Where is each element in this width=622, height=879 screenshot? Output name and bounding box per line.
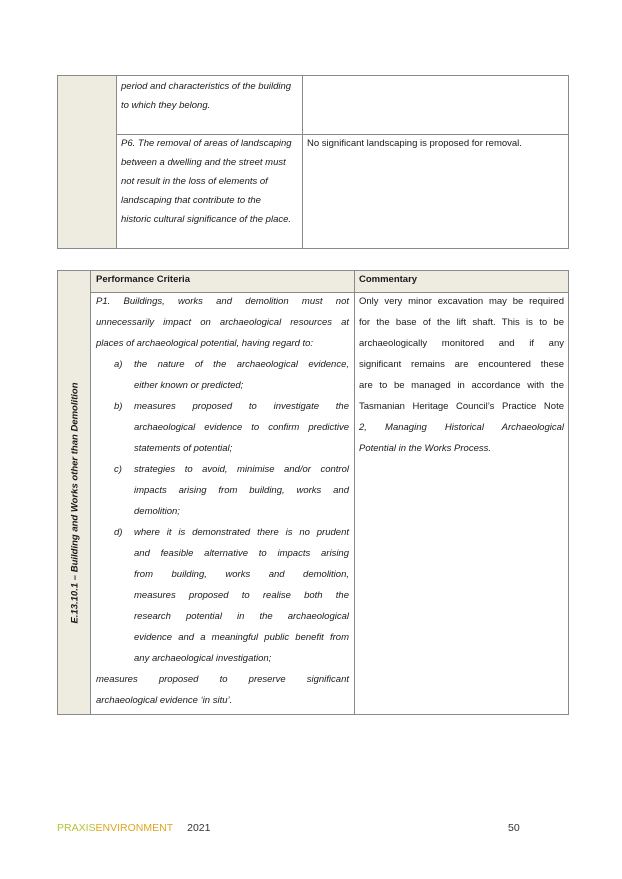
criteria-line: P6. The removal of areas of landscaping — [121, 138, 292, 149]
criteria-line: either known or predicted; — [134, 380, 244, 391]
page-number: 50 — [508, 822, 520, 834]
commentary-cell — [359, 291, 564, 459]
commentary-line: Tasmanian Heritage Council’s Practice Note — [359, 401, 564, 412]
criteria-line: unnecessarily impact on archaeological resources at — [96, 317, 349, 328]
list-item-c — [96, 459, 349, 522]
commentary-cell-p6 — [307, 134, 565, 153]
commentary-line: are to be managed in accordance with the — [359, 380, 564, 391]
header-performance-criteria: Performance Criteria — [96, 274, 190, 285]
commentary-line: archaeologically monitored and if any — [359, 338, 564, 349]
criteria-line: P1. Buildings, works and demolition must not — [96, 296, 349, 307]
criteria-line: the nature of the archaeological evidence, — [134, 359, 349, 370]
commentary-line: Potential in the Works Process. — [359, 443, 491, 454]
list-item-b — [96, 396, 349, 459]
brand-name-part1: PRAXIS — [57, 822, 96, 834]
criteria-line: not result in the loss of elements of — [121, 176, 268, 187]
criteria-line: strategies to avoid, minimise and/or control — [134, 464, 349, 475]
list-item-label: c) — [114, 464, 122, 475]
list-item-d — [96, 522, 349, 669]
heritage-table-continued — [57, 75, 569, 249]
list-item-label: b) — [114, 401, 123, 412]
criteria-line: and feasible alternative to impacts arising — [134, 548, 349, 559]
criteria-line: measures proposed to preserve significant — [96, 674, 349, 685]
commentary-line: 2, Managing Historical Archaeological — [359, 422, 564, 433]
criteria-line: between a dwelling and the street must — [121, 157, 286, 168]
list-item-label: a) — [114, 359, 123, 370]
performance-criteria-cell — [96, 291, 349, 711]
criteria-line: archaeological evidence to confirm predictive — [134, 422, 349, 433]
column-divider — [354, 271, 355, 714]
list-item-label: d) — [114, 527, 123, 538]
criteria-line: measures proposed to realise both the — [134, 590, 349, 601]
heritage-table — [57, 270, 569, 715]
footer-year: 2021 — [187, 822, 211, 834]
criteria-line: measures proposed to investigate the — [134, 401, 349, 412]
criteria-line: archaeological evidence ‘in situ’. — [96, 695, 233, 706]
column-divider — [302, 76, 303, 248]
page-footer — [57, 822, 210, 834]
criteria-line: evidence and a meaningful public benefit from — [134, 632, 349, 643]
commentary-line: Only very minor excavation may be required — [359, 296, 564, 307]
list-item-a — [96, 354, 349, 396]
criteria-cell-p6 — [121, 134, 299, 229]
criteria-line: research potential in the archaeological — [134, 611, 349, 622]
commentary-line: significant remains are encountered these — [359, 359, 564, 370]
criteria-line: landscaping that contribute to the — [121, 195, 261, 206]
criteria-line: demolition; — [134, 506, 180, 517]
table-shaded-column — [58, 76, 117, 248]
criteria-line: any archaeological investigation; — [134, 653, 272, 664]
criteria-line: impacts arising from building, works and — [134, 485, 349, 496]
criteria-line: places of archaeological potential, having regard to: — [96, 338, 314, 349]
criteria-line: to which they belong. — [121, 100, 211, 111]
criteria-line: where it is demonstrated there is no prudent — [134, 527, 349, 538]
section-label: E.13.10.1 – Building and Works other than Demolition — [69, 382, 81, 624]
commentary-line: for the base of the lift shaft. This is to be — [359, 317, 564, 328]
criteria-line: from building, works and demolition, — [134, 569, 349, 580]
header-commentary: Commentary — [359, 274, 418, 285]
criteria-line: statements of potential; — [134, 443, 233, 454]
criteria-line: period and characteristics of the building — [121, 81, 292, 92]
brand-name-part2: ENVIRONMENT — [95, 822, 174, 834]
criteria-cell-continued — [121, 77, 299, 115]
commentary-line: No significant landscaping is proposed for removal. — [307, 138, 522, 149]
criteria-line: historic cultural significance of the place. — [121, 214, 292, 225]
